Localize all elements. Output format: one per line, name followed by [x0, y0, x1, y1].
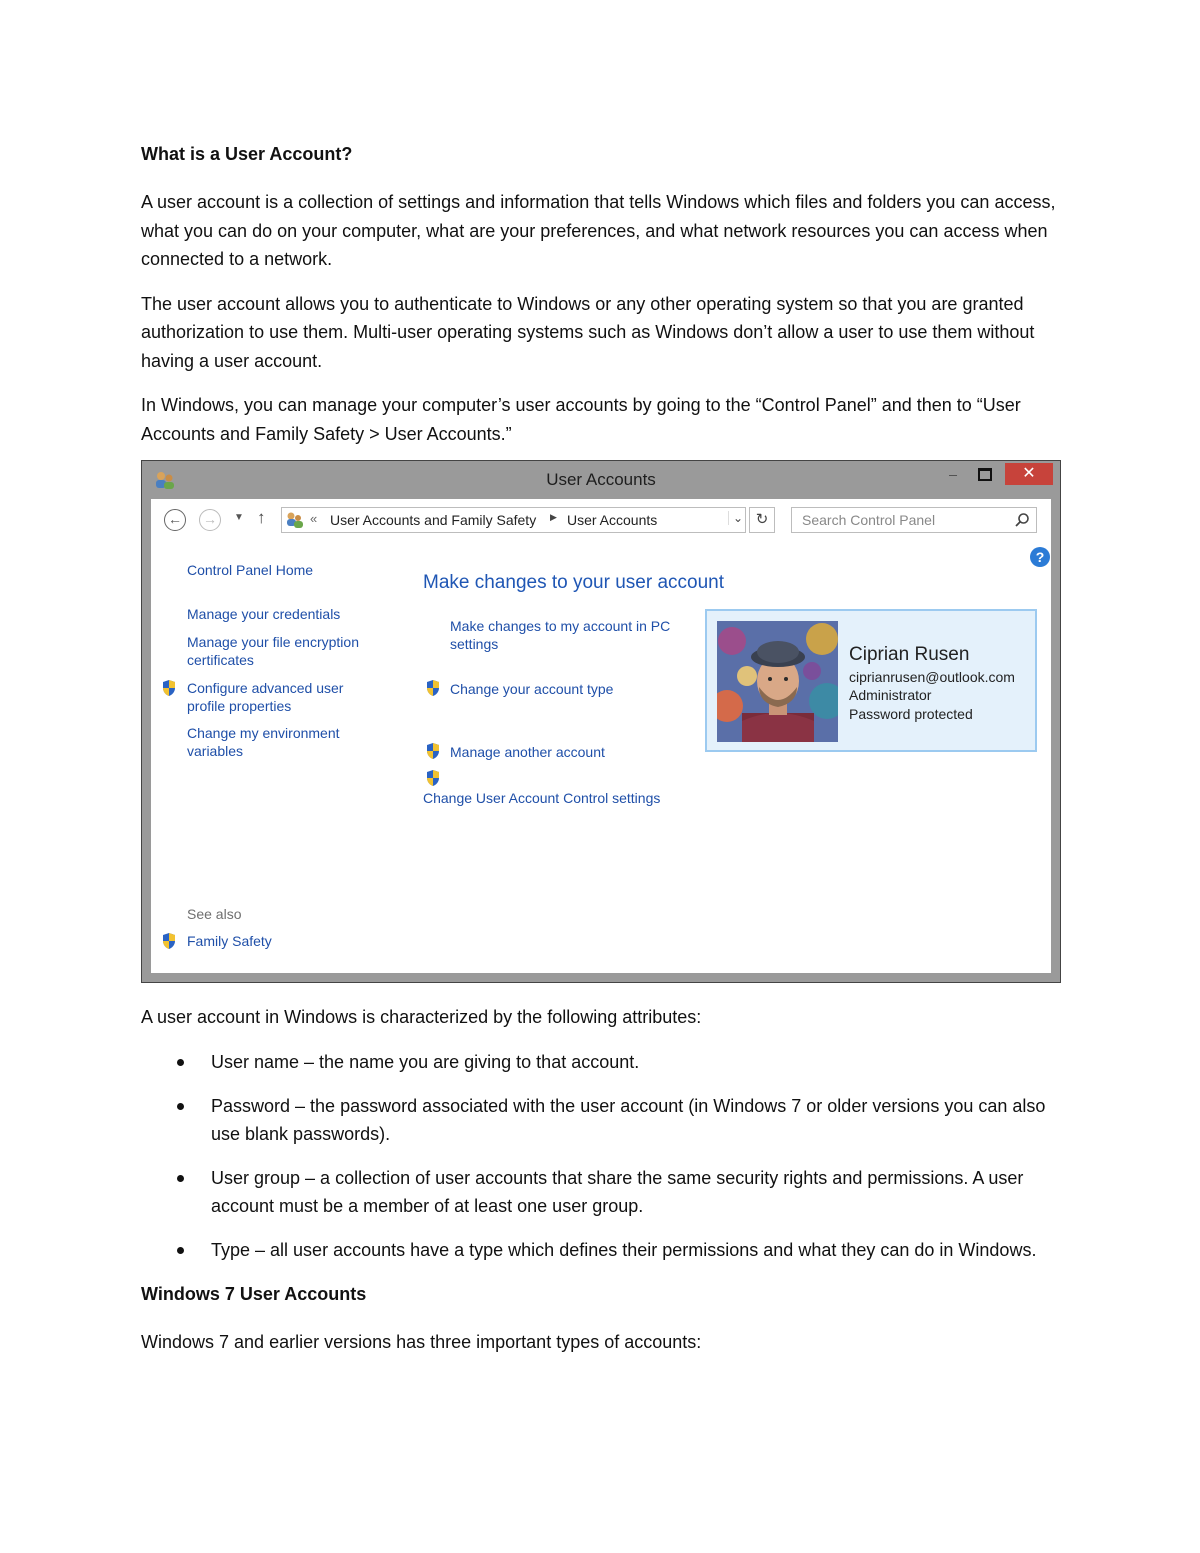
recent-locations-dropdown[interactable]: ▼: [234, 512, 244, 523]
window-client-area: [151, 499, 1051, 973]
breadcrumb-separator-icon[interactable]: ▶: [550, 512, 557, 522]
refresh-button[interactable]: ↻: [749, 507, 775, 533]
close-button[interactable]: ✕: [1005, 463, 1053, 485]
heading-what-is-user-account: What is a User Account?: [141, 144, 353, 164]
paragraph-attributes-intro: A user account in Windows is characterized by the following attributes:: [141, 1007, 702, 1027]
manage-another-account-link[interactable]: Manage another account: [450, 744, 605, 760]
manage-another-shield-icon: [425, 742, 441, 760]
list-item: User name – the name you are giving to that account.: [211, 1048, 1066, 1076]
family-safety-link[interactable]: Family Safety: [187, 933, 272, 949]
user-accounts-window-screenshot: [141, 460, 1061, 983]
control-panel-home-link[interactable]: Control Panel Home: [187, 562, 314, 578]
manage-credentials-link[interactable]: Manage your credentials: [187, 606, 341, 622]
address-dropdown-icon[interactable]: ⌄: [728, 511, 743, 525]
user-accounts-address-icon: [285, 510, 305, 530]
configure-profile-properties-link[interactable]: Configure advanced user profile properties: [187, 680, 344, 714]
heading-windows-7-user-accounts: Windows 7 User Accounts: [141, 1283, 367, 1304]
account-type-shield-icon: [425, 679, 441, 697]
uac-settings-shield-icon: [425, 769, 441, 787]
navigation-bar: [151, 499, 1051, 544]
uac-settings-link[interactable]: Change User Account Control settings: [423, 790, 661, 806]
search-box[interactable]: [791, 507, 1037, 533]
section-title: Make changes to your user account: [423, 572, 725, 593]
document-top: [141, 140, 1066, 464]
list-item: User group – a collection of user accounts that share the same security rights and permissions. A user account must be a member of at least one user group.: [211, 1164, 1066, 1220]
list-item: Type – all user accounts have a type which defines their permissions and what they can do in Windows.: [211, 1236, 1066, 1264]
window-title: User Accounts: [546, 470, 656, 489]
avatar: [717, 621, 838, 742]
back-button[interactable]: ←: [164, 509, 186, 531]
attributes-list: [141, 1048, 1066, 1264]
search-placeholder: Search Control Panel: [802, 512, 936, 528]
change-environment-variables-link[interactable]: Change my environment variables: [187, 725, 340, 759]
maximize-icon: [978, 468, 992, 481]
account-name: Ciprian Rusen: [849, 644, 970, 665]
paragraph-account-types: Windows 7 and earlier versions has three important types of accounts:: [141, 1331, 702, 1352]
minimize-button[interactable]: _: [949, 461, 957, 477]
change-account-type-link[interactable]: Change your account type: [450, 681, 614, 697]
account-password-status: Password protected: [849, 706, 973, 722]
account-card: [705, 609, 1037, 752]
paragraph-definition: A user account is a collection of settings and information that tells Windows which files and folders you can access, what you can do on your computer, what are your preferences, and what network resources you can access when connected to a network.: [141, 192, 1056, 269]
family-safety-shield-icon: [161, 932, 177, 950]
up-button[interactable]: ↑: [257, 508, 266, 527]
maximize-button[interactable]: [972, 463, 998, 487]
help-button[interactable]: ?: [1030, 547, 1050, 567]
paragraph-control-panel: In Windows, you can manage your computer’s user accounts by going to the “Control Panel” and then to “User Accounts and Family Safety > User Accounts.”: [141, 395, 1021, 444]
account-role: Administrator: [849, 687, 932, 703]
search-icon[interactable]: [1014, 512, 1030, 528]
document-bottom: [141, 1003, 1066, 1372]
manage-file-encryption-link[interactable]: Manage your file encryption certificates: [187, 634, 359, 668]
account-email: ciprianrusen@outlook.com: [849, 669, 1015, 685]
pc-settings-link[interactable]: Make changes to my account in PC settings: [450, 618, 671, 652]
paragraph-authentication: The user account allows you to authenticate to Windows or any other operating system so that you are granted authorization to use them. Multi-user operating systems such as Windows don’t allow a user to use them without having a user account.: [141, 293, 1035, 371]
uac-shield-icon: [161, 679, 177, 697]
breadcrumb-user-accounts-family-safety[interactable]: User Accounts and Family Safety: [330, 512, 537, 528]
forward-button[interactable]: →: [199, 509, 221, 531]
breadcrumb-user-accounts[interactable]: User Accounts: [567, 512, 658, 528]
title-bar: [142, 461, 1060, 499]
address-overflow-chevron[interactable]: «: [310, 511, 318, 526]
list-item: Password – the password associated with the user account (in Windows 7 or older versions you can also use blank passwords).: [211, 1092, 1066, 1148]
address-bar[interactable]: [281, 507, 746, 533]
see-also-label: See also: [187, 906, 242, 922]
